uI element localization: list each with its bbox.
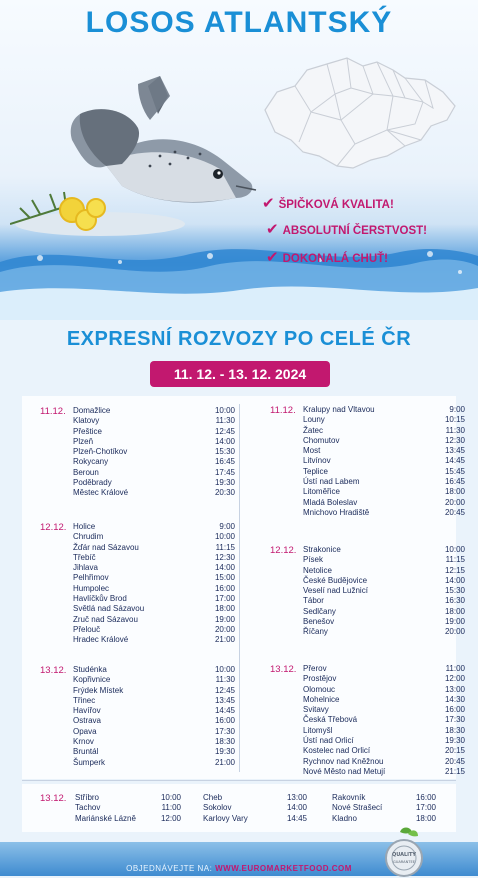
- claim-text: ŠPIČKOVÁ KVALITA!: [278, 199, 394, 211]
- page-title: LOSOS ATLANTSKÝ: [85, 6, 393, 39]
- city-name: Opava: [73, 726, 97, 736]
- city-name: Poděbrady: [73, 478, 112, 488]
- city-name: Přerov: [303, 664, 327, 673]
- city-name: Mariánské Lázně: [75, 813, 136, 823]
- city-name: Klatovy: [73, 416, 100, 426]
- delivery-time: 18:00: [415, 813, 436, 823]
- delivery-time: 14:45: [286, 813, 307, 823]
- delivery-time: 11:30: [445, 425, 465, 435]
- delivery-time: 12:45: [214, 685, 235, 695]
- delivery-time: 9:00: [449, 405, 465, 414]
- city-name: Třinec: [73, 695, 96, 705]
- salmon-image: [10, 74, 270, 244]
- delivery-time: 17:30: [444, 715, 465, 725]
- city-name: Beroun: [73, 467, 99, 477]
- delivery-time: 10:00: [214, 532, 235, 542]
- hero-banner: [0, 0, 478, 320]
- water-wave-graphic: [0, 232, 478, 320]
- delivery-time: 16:00: [214, 583, 235, 593]
- check-icon: ✔: [266, 221, 279, 238]
- delivery-time: 12:00: [444, 674, 465, 684]
- column-divider: [239, 404, 240, 772]
- group-date: 13.12.: [270, 664, 297, 675]
- city-name: Litomyšl: [303, 725, 333, 735]
- delivery-time: 21:00: [214, 635, 235, 645]
- delivery-time: 13:45: [214, 695, 235, 705]
- delivery-time: 16:00: [444, 705, 465, 715]
- city-name: Cheb: [203, 793, 223, 802]
- date-range-badge: 11. 12. - 13. 12. 2024: [150, 361, 330, 387]
- city-name: Holice: [73, 522, 96, 531]
- check-icon: ✔: [266, 249, 279, 266]
- delivery-time: 19:00: [444, 617, 465, 627]
- city-name: Chrudim: [73, 532, 104, 542]
- delivery-time: 18:00: [444, 606, 465, 616]
- delivery-time: 16:00: [214, 716, 235, 726]
- delivery-time: 14:45: [444, 456, 465, 466]
- city-name: Mnichovo Hradiště: [303, 507, 370, 517]
- delivery-time: 14:00: [444, 575, 465, 585]
- footer-prefix: OBJEDNÁVEJTE NA:: [126, 864, 213, 873]
- city-name: Netolice: [303, 565, 332, 575]
- city-name: Havířov: [73, 706, 101, 716]
- city-name: Šumperk: [73, 757, 106, 767]
- city-name: Benešov: [303, 617, 335, 627]
- delivery-time: 20:45: [444, 507, 465, 517]
- delivery-time: 21:00: [214, 757, 235, 767]
- city-name: Plzeň-Chotíkov: [73, 447, 128, 457]
- claim-text: ABSOLUTNÍ ČERSTVOST!: [282, 225, 427, 237]
- city-name: Sokolov: [203, 803, 232, 813]
- city-name: Krnov: [73, 737, 94, 747]
- delivery-time: 12:30: [214, 552, 235, 562]
- delivery-time: 11:00: [161, 803, 181, 813]
- city-name: Stříbro: [75, 793, 100, 802]
- delivery-time: 16:00: [415, 793, 436, 802]
- delivery-time: 20:15: [444, 746, 465, 756]
- city-name: Teplice: [303, 466, 328, 476]
- city-name: Kopřivnice: [73, 675, 111, 685]
- city-name: České Budějovice: [303, 575, 368, 585]
- city-name: Kostelec nad Orlicí: [303, 746, 371, 756]
- delivery-time: 13:00: [444, 684, 465, 694]
- city-name: Městec Králové: [73, 488, 129, 498]
- city-name: Studénka: [73, 665, 107, 674]
- delivery-time: 15:45: [444, 466, 465, 476]
- city-name: Mohelnice: [303, 694, 340, 704]
- city-name: Ústí nad Labem: [303, 477, 360, 487]
- delivery-time: 13:00: [286, 793, 307, 802]
- check-icon: ✔: [262, 195, 275, 212]
- city-name: Most: [303, 446, 321, 456]
- delivery-time: 17:00: [214, 594, 235, 604]
- city-name: Ostrava: [73, 716, 102, 726]
- city-name: Plzeň: [73, 436, 94, 446]
- city-name: Chomutov: [303, 435, 340, 445]
- delivery-time: 13:45: [444, 446, 465, 456]
- quality-seal-icon: [378, 826, 430, 878]
- website-link[interactable]: WWW.EUROMARKETFOOD.COM: [215, 864, 352, 873]
- delivery-time: 12:15: [444, 565, 465, 575]
- delivery-time: 14:00: [214, 563, 235, 573]
- delivery-time: 18:30: [214, 737, 235, 747]
- delivery-time: 17:30: [214, 726, 235, 736]
- city-name: Česká Třebová: [303, 715, 358, 725]
- city-name: Sedlčany: [303, 606, 336, 616]
- city-name: Havlíčkův Brod: [73, 594, 127, 604]
- delivery-time: 11:30: [215, 416, 235, 426]
- delivery-time: 14:45: [214, 706, 235, 716]
- delivery-time: 16:30: [444, 596, 465, 606]
- delivery-time: 16:45: [214, 457, 235, 467]
- delivery-time: 12:30: [444, 435, 465, 445]
- city-name: Veselí nad Lužnicí: [303, 586, 368, 596]
- group-date: 11.12.: [40, 406, 66, 417]
- city-name: Olomouc: [303, 684, 336, 694]
- city-name: Kralupy nad Vltavou: [303, 405, 375, 414]
- group-date: 13.12.: [40, 665, 67, 676]
- delivery-time: 20:00: [444, 497, 465, 507]
- group-date: 11.12.: [270, 405, 296, 416]
- delivery-time: 20:00: [444, 627, 465, 637]
- delivery-time: 20:45: [444, 756, 465, 766]
- claim-quality: [262, 194, 394, 212]
- delivery-time: 17:45: [214, 467, 235, 477]
- czech-map-graphic: [255, 48, 465, 178]
- group-date: 12.12.: [270, 545, 297, 556]
- delivery-time: 11:15: [445, 555, 465, 565]
- delivery-time: 15:30: [444, 586, 465, 596]
- city-name: Zruč nad Sázavou: [73, 614, 138, 624]
- delivery-time: 10:00: [444, 545, 465, 554]
- city-name: Louny: [303, 415, 325, 425]
- city-name: Říčany: [303, 627, 328, 637]
- city-name: Žďár nad Sázavou: [73, 542, 139, 552]
- city-name: Rychnov nad Kněžnou: [303, 756, 384, 766]
- city-name: Hradec Králové: [73, 635, 129, 645]
- city-name: Pelhřimov: [73, 573, 109, 583]
- delivery-time: 14:00: [286, 803, 307, 813]
- city-name: Mladá Boleslav: [303, 497, 358, 507]
- group-date: 13.12.: [40, 793, 67, 804]
- delivery-time: 20:30: [214, 488, 235, 498]
- delivery-time: 19:30: [214, 478, 235, 488]
- delivery-time: 18:30: [444, 725, 465, 735]
- city-name: Humpolec: [73, 583, 110, 593]
- delivery-time: 19:30: [214, 747, 235, 757]
- delivery-time: 10:00: [214, 665, 235, 674]
- delivery-time: 17:00: [415, 803, 436, 813]
- city-name: Tábor: [303, 596, 324, 606]
- delivery-time: 12:45: [214, 426, 235, 436]
- city-name: Nové Město nad Metují: [303, 766, 386, 776]
- city-name: Strakonice: [303, 545, 341, 554]
- delivery-time: 10:15: [444, 415, 465, 425]
- section-divider: [22, 780, 456, 781]
- city-name: Litoměřice: [303, 487, 340, 497]
- city-name: Tachov: [75, 803, 101, 813]
- delivery-time: 21:15: [444, 766, 465, 776]
- city-name: Rokycany: [73, 457, 109, 467]
- city-name: Prostějov: [303, 674, 337, 684]
- city-name: Frýdek Místek: [73, 685, 124, 695]
- delivery-time: 16:45: [444, 477, 465, 487]
- city-name: Písek: [303, 555, 324, 565]
- city-name: Ústí nad Orlicí: [303, 736, 354, 746]
- claim-freshness: [266, 220, 427, 238]
- city-name: Rakovník: [332, 793, 366, 802]
- svg-text:QUALITY: QUALITY: [391, 852, 417, 858]
- delivery-time: 15:00: [214, 573, 235, 583]
- city-name: Svitavy: [303, 705, 329, 715]
- city-name: Nové Strašecí: [332, 803, 383, 813]
- city-name: Litvínov: [303, 456, 331, 466]
- delivery-time: 14:00: [214, 436, 235, 446]
- city-name: Karlovy Vary: [203, 813, 248, 823]
- delivery-time: 19:30: [444, 736, 465, 746]
- city-name: Přeštice: [73, 426, 102, 436]
- delivery-time: 10:00: [160, 793, 181, 802]
- city-name: Světlá nad Sázavou: [73, 604, 145, 614]
- delivery-time: 11:00: [445, 664, 465, 673]
- delivery-time: 15:30: [214, 447, 235, 457]
- delivery-time: 10:00: [214, 406, 235, 415]
- city-name: Domažlice: [73, 406, 111, 415]
- delivery-time: 14:30: [444, 694, 465, 704]
- delivery-time: 12:00: [160, 813, 181, 823]
- svg-text:GUARANTEE: GUARANTEE: [392, 860, 416, 864]
- group-date: 12.12.: [40, 522, 67, 533]
- delivery-time: 19:00: [214, 614, 235, 624]
- page-subtitle: EXPRESNÍ ROZVOZY PO CELÉ ČR: [66, 328, 412, 350]
- delivery-time: 20:00: [214, 624, 235, 634]
- city-name: Třebíč: [73, 552, 96, 562]
- delivery-time: 11:15: [215, 542, 235, 552]
- city-name: Kladno: [332, 813, 357, 823]
- delivery-time: 18:00: [214, 604, 235, 614]
- delivery-time: 11:30: [215, 675, 235, 685]
- delivery-time: 18:00: [444, 487, 465, 497]
- claim-text: DOKONALÁ CHUŤ!: [282, 253, 388, 265]
- delivery-time: 9:00: [219, 522, 235, 531]
- claim-taste: [266, 248, 388, 266]
- city-name: Přelouč: [73, 624, 101, 634]
- city-name: Bruntál: [73, 747, 99, 757]
- city-name: Žatec: [303, 425, 324, 435]
- city-name: Jihlava: [73, 563, 98, 573]
